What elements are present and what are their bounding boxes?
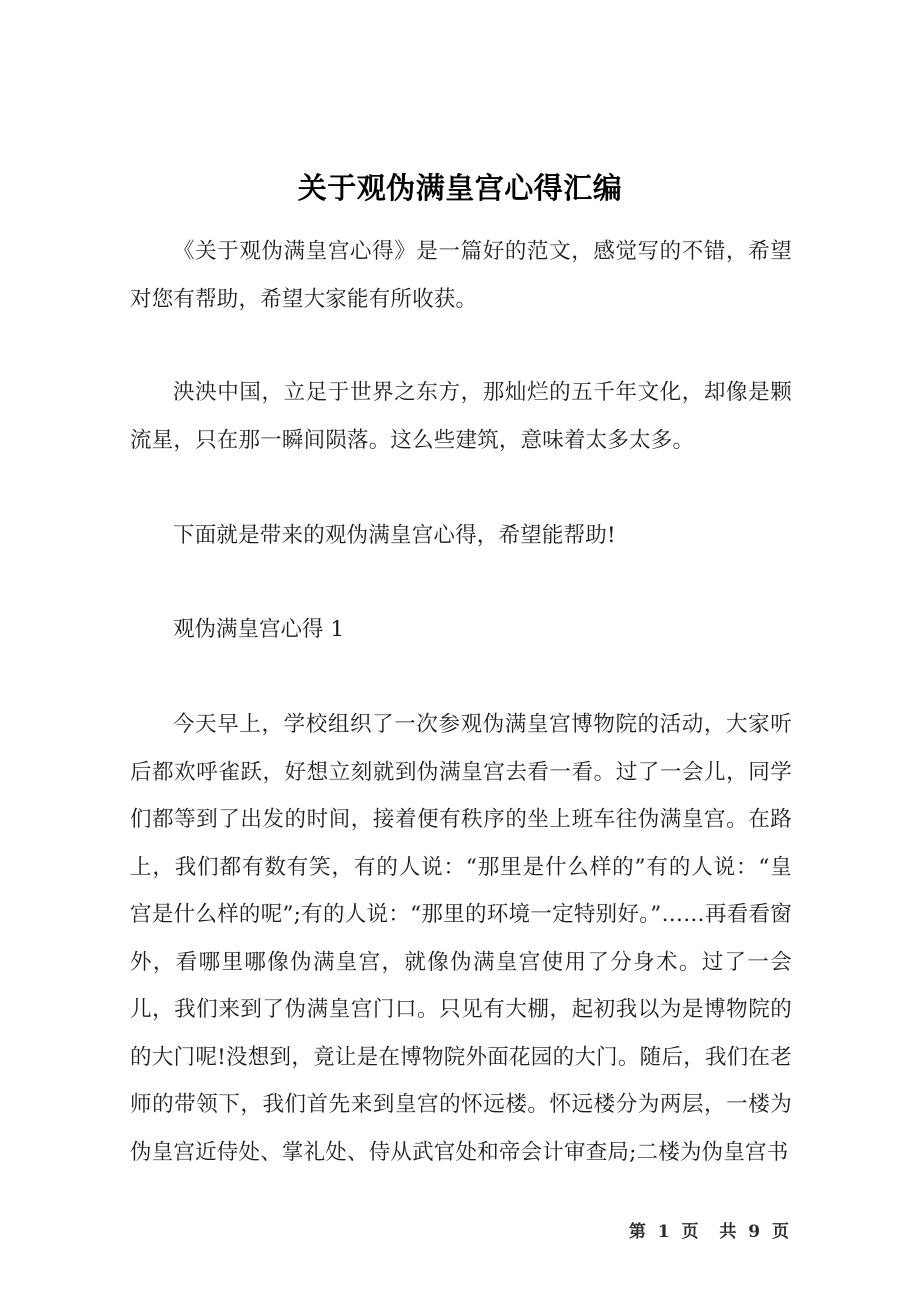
paragraph-section-body-1: 今天早上，学校组织了一次参观伪满皇宫博物院的活动，大家听后都欢呼雀跃，好想立刻就到伪满皇宫去看一看。过了一会儿，同学们都等到了出发的时间，接着便有秩序的坐上班车往伪满皇宫。在路上，我们都有数有笑，有的人说：“那里是什么样的”有的人说：“皇宫是什么样的呢”;有的人说：“那里的环境一定特别好。”……再看看窗外，看哪里哪像伪满皇宫，就像伪满皇宫使用了分身术。过了一会儿，我们来到了伪满皇宫门口。只见有大棚，起初我以为是博物院的的大门呢!没想到，竟让是在博物院外面花园的大门。随后，我们在老师的带领下，我们首先来到皇宫的怀远楼。怀远楼分为两层，一楼为伪皇宫近侍处、掌礼处、侍从武官处和帝会计审查局;二楼为伪皇宫书 [130, 712, 792, 1165]
block-spacer [130, 464, 792, 512]
document-body [130, 228, 792, 1176]
block-spacer [130, 560, 792, 606]
page-title: 关于观伪满皇宫心得汇编 [297, 171, 623, 205]
paragraph-lead: 泱泱中国，立足于世界之东方，那灿烂的五千年文化，却像是颗流星，只在那一瞬间陨落。这么些建筑，意味着太多太多。 [130, 380, 792, 453]
page-footer [0, 1217, 920, 1242]
block-spacer [130, 323, 792, 369]
section-heading-1: 观伪满皇宫心得 1 [173, 616, 345, 642]
paragraph-transition: 下面就是带来的观伪满皇宫心得，希望能帮助! [173, 523, 616, 548]
paragraph-intro: 《关于观伪满皇宫心得》是一篇好的范文，感觉写的不错，希望对您有帮助，希望大家能有所收获。 [130, 239, 792, 312]
block-spacer [130, 653, 792, 701]
page-number-indicator: 第 1 页 共 9 页 [628, 1222, 792, 1242]
